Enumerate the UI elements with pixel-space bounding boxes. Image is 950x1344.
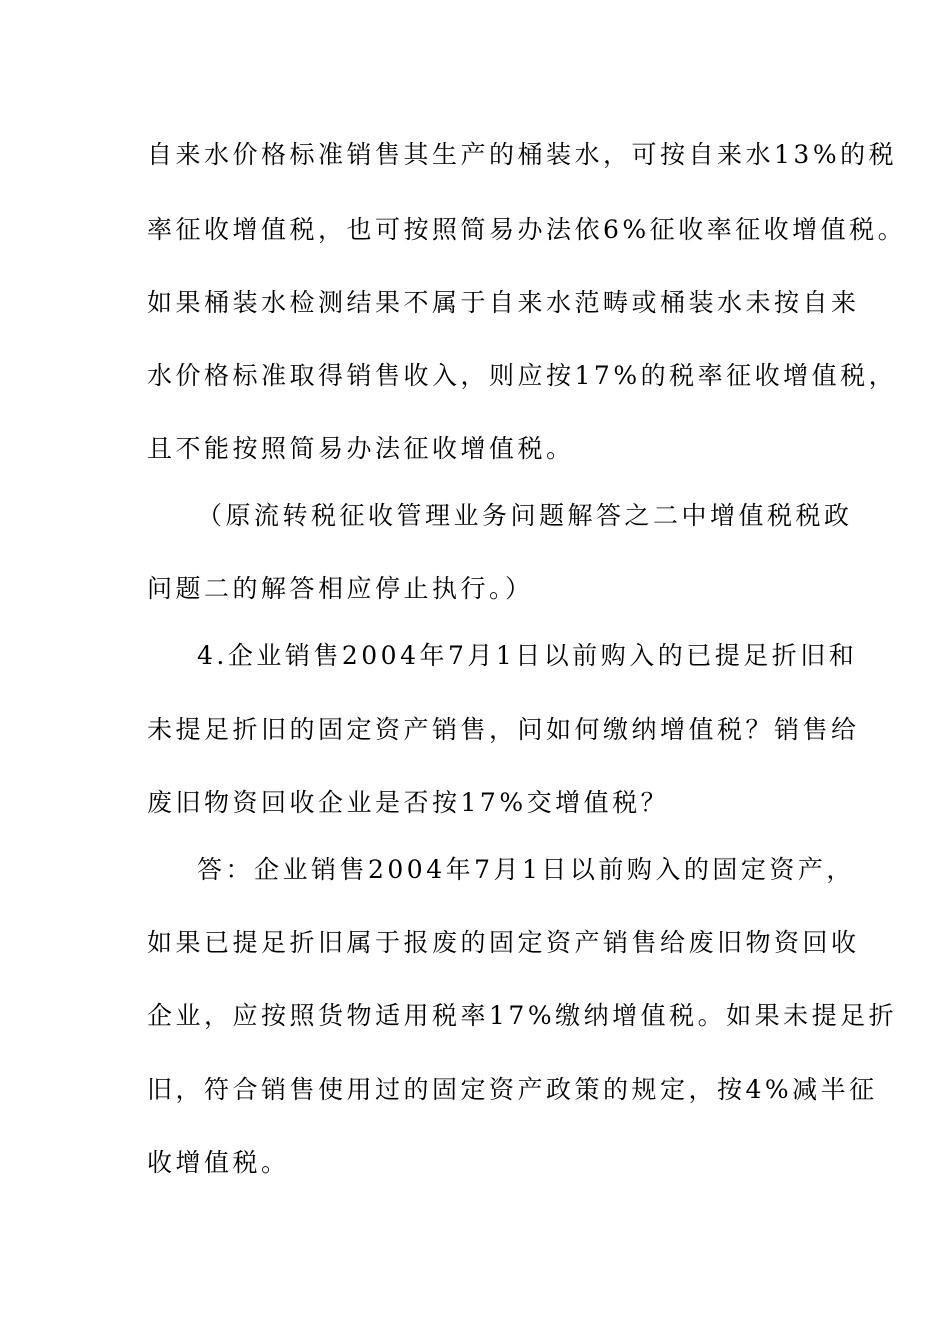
text-line-13: 企业，应按照货物适用税率17%缴纳增值税。如果未提足折 — [147, 1001, 898, 1030]
text-line-3: 如果桶装水检测结果不属于自来水范畴或桶装水未按自来 — [147, 288, 860, 317]
text-line-8: 4.企业销售2004年7月1日以前购入的已提足折旧和 — [197, 641, 858, 670]
text-line-15: 收增值税。 — [147, 1148, 290, 1177]
text-line-2: 率征收增值税，也可按照简易办法依6%征收率征收增值税。 — [147, 215, 907, 244]
text-line-14: 旧，符合销售使用过的固定资产政策的规定，按4%减半征 — [147, 1075, 878, 1104]
text-line-4: 水价格标准取得销售收入，则应按17%的税率征收增值税， — [147, 361, 898, 390]
text-line-11: 答：企业销售2004年7月1日以前购入的固定资产， — [197, 855, 855, 884]
text-line-1: 自来水价格标准销售其生产的桶装水，可按自来水13%的税 — [147, 140, 898, 169]
text-line-10: 废旧物资回收企业是否按17%交增值税？ — [147, 788, 670, 817]
text-line-12: 如果已提足折旧属于报废的固定资产销售给废旧物资回收 — [147, 928, 860, 957]
text-line-9: 未提足折旧的固定资产销售，问如何缴纳增值税？销售给 — [147, 715, 860, 744]
text-line-6: （原流转税征收管理业务问题解答之二中增值税税政 — [197, 501, 853, 530]
text-line-5: 且不能按照简易办法征收增值税。 — [147, 434, 575, 463]
text-line-7: 问题二的解答相应停止执行。） — [147, 574, 534, 603]
